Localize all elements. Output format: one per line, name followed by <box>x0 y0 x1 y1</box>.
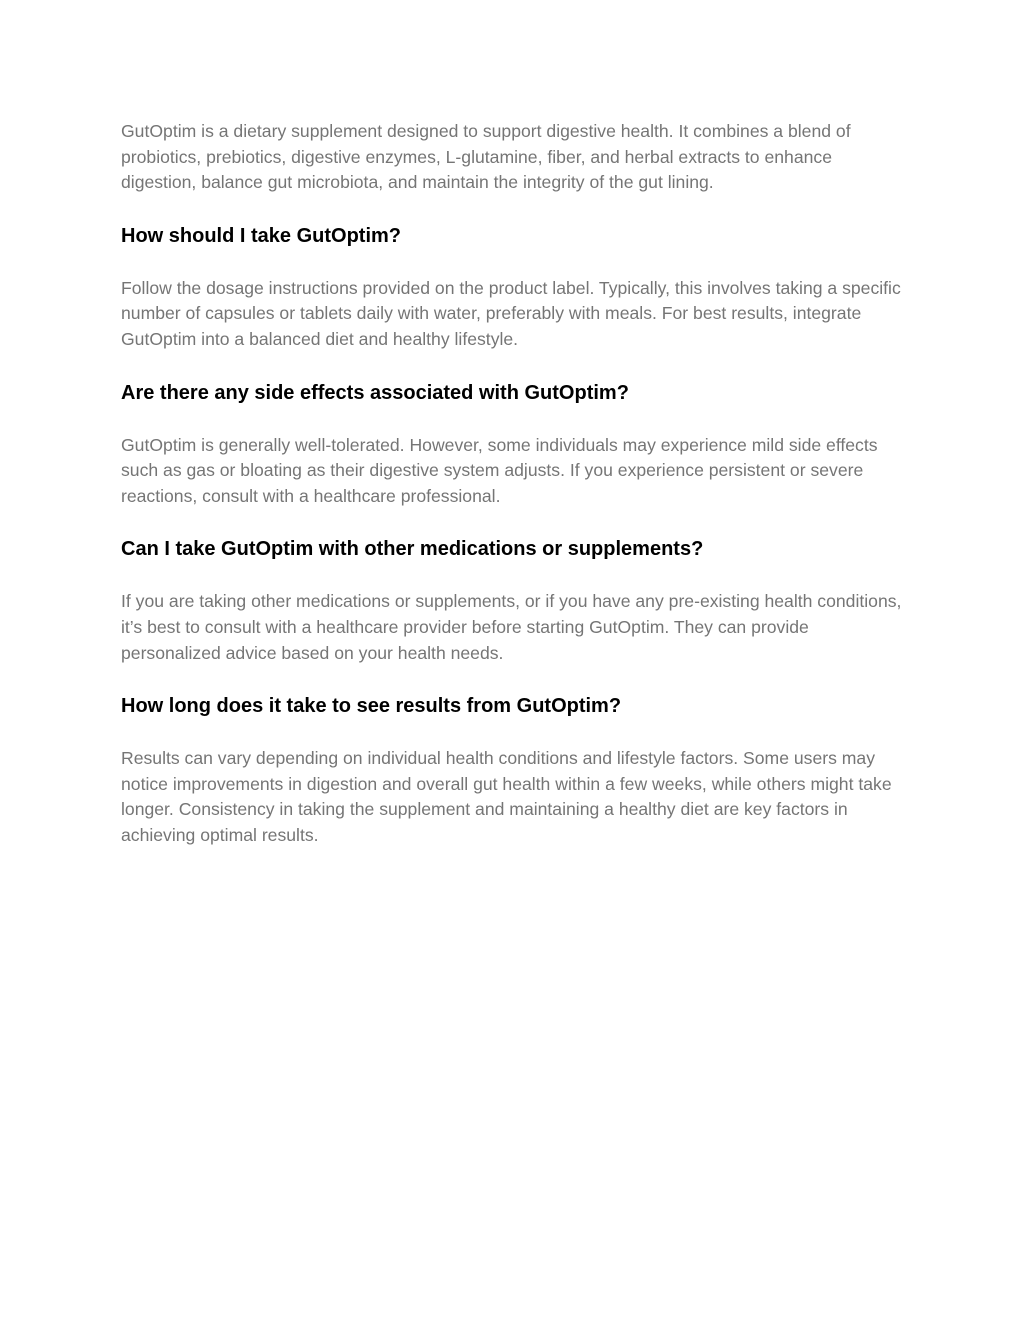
faq-answer-1: Follow the dosage instructions provided on the product label. Typically, this involves taking a specific number of capsules or tablets daily with water, preferably with meals. For best results, integrate GutOptim into a balanced diet and healthy lifestyle. <box>121 277 901 349</box>
faq-answer-2: GutOptim is generally well-tolerated. However, some individuals may experience mild side effects such as gas or bloating as their digestive system adjusts. If you experience persistent or severe reactions, consult with a healthcare professional. <box>121 434 878 506</box>
faq-question-4: How long does it take to see results from GutOptim? <box>121 695 622 718</box>
faq-question-1: How should I take GutOptim? <box>121 224 401 247</box>
document-page <box>121 119 911 849</box>
faq-question-3: Can I take GutOptim with other medications or supplements? <box>121 538 704 561</box>
faq-answer-3: If you are taking other medications or supplements, or if you have any pre-existing health conditions, it’s best to consult with a healthcare provider before starting GutOptim. They can provide personalized advice based on your health needs. <box>121 591 902 663</box>
faq-answer-4: Results can vary depending on individual health conditions and lifestyle factors. Some users may notice improvements in digestion and overall gut health within a few weeks, while others might take longer. Consistency in taking the supplement and maintaining a healthy diet are key factors in achieving optimal results. <box>121 748 892 845</box>
faq-question-2: Are there any side effects associated with GutOptim? <box>121 381 629 404</box>
intro-paragraph: GutOptim is a dietary supplement designed to support digestive health. It combines a blend of probiotics, prebiotics, digestive enzymes, L-glutamine, fiber, and herbal extracts to enhance digestion, balance gut microbiota, and maintain the integrity of the gut lining. <box>121 121 851 193</box>
